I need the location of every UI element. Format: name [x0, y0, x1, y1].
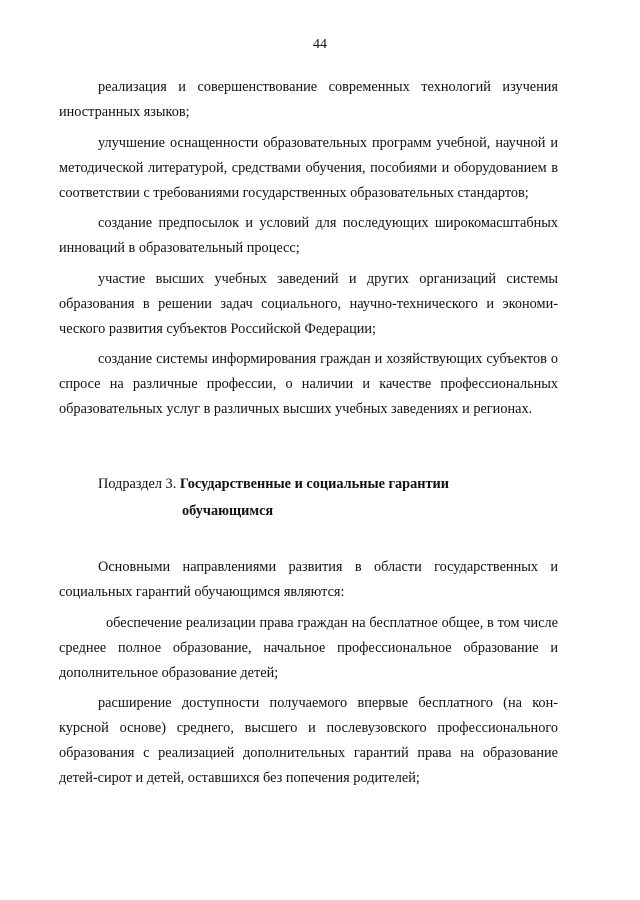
section-title-line2: обучающимся — [182, 503, 274, 519]
paragraph-1: реализация и совершенствование современных технологий изучения иностранных языков; — [59, 79, 558, 120]
paragraph-block-top — [59, 75, 558, 428]
section-label: Подраздел 3. — [98, 476, 180, 492]
paragraph-6: Основными направлениями развития в области государственных и социальных гарантий обучающимся являются: — [59, 559, 558, 600]
paragraph-7: обеспечение реализации права граждан на бесплатное общее, в том числе среднее полное образование, начальное профессиональное образование и дополнительное образование детей; — [59, 614, 558, 681]
paragraph-8: расширение доступности получаемого впервые бесплатного (на конкурсной основе) среднего, высшего и послевузовского профессионального образования с реализацией дополнительных гарантий права на образование детей-сирот и детей, оставшихся без попечения родителей; — [59, 695, 558, 786]
page-number: 44 — [313, 37, 327, 52]
paragraph-5: создание системы информирования граждан и хозяйствующих субъектов о спросе на различные профессии, о наличии и качестве профессиональных образовательных услуг в различных высших учебных заведениях и регионах. — [59, 351, 558, 417]
paragraph-block-bottom — [59, 555, 558, 797]
paragraph-4: участие высших учебных заведений и других организаций системы образования в решении задач социального, научно-технического и экономического развития субъектов Российской Федерации; — [59, 270, 558, 337]
paragraph-3: создание предпосылок и условий для последующих широкомасштабных инноваций в образовательный процесс; — [59, 215, 558, 256]
section-heading — [98, 471, 538, 525]
paragraph-2: улучшение оснащенности образовательных программ учебной, научной и методической литературой, средствами обучения, пособиями и оборудованием в соответствии с требованиями государственных образовательных стандартов; — [59, 134, 558, 201]
section-title-line1: Государственные и социальные гарантии — [179, 476, 450, 492]
